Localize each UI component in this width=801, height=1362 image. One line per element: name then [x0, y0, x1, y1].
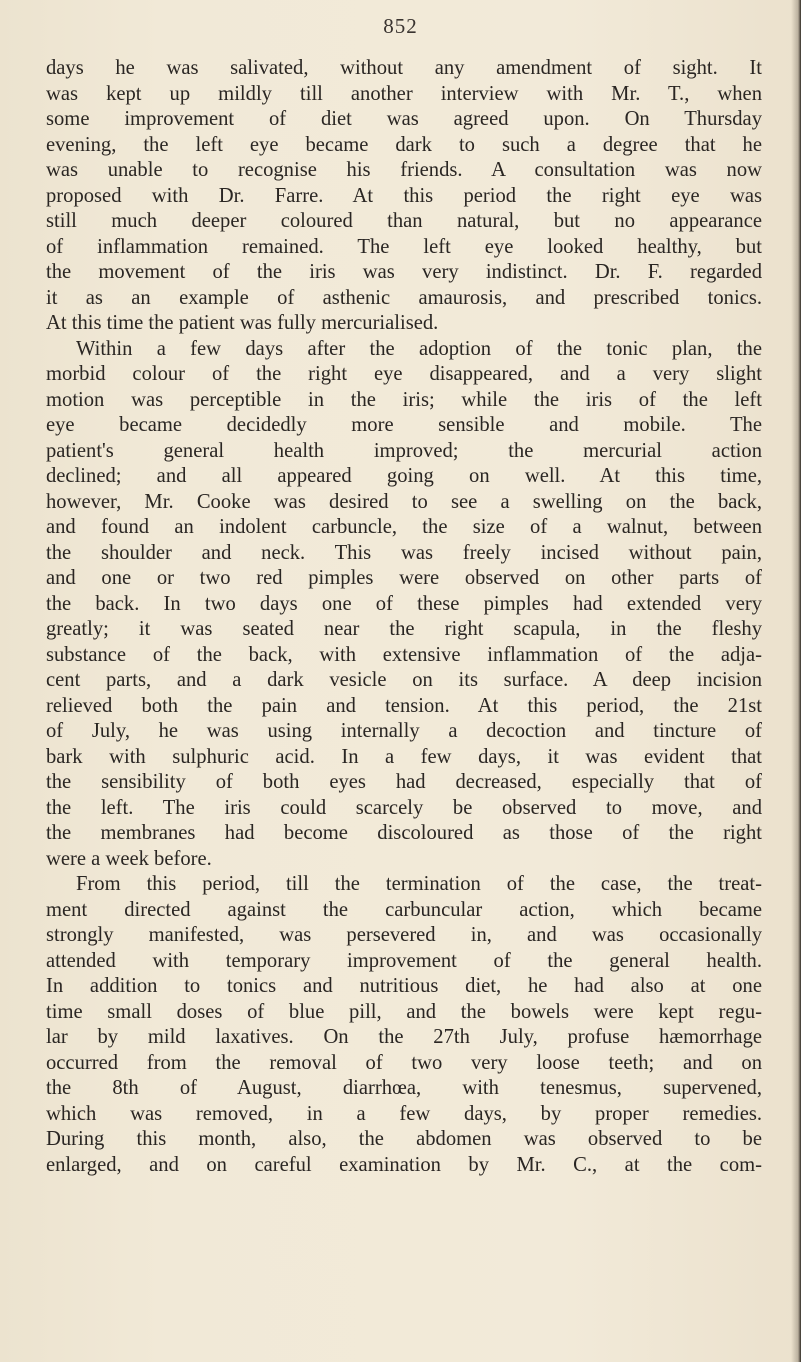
text-line: attended with temporary improvement of the general health. — [46, 949, 762, 972]
text-line: were a week before. — [46, 847, 212, 870]
text-line: of inflammation remained. The left eye looked healthy, but — [46, 235, 762, 258]
text-line: the sensibility of both eyes had decreased, especially that of — [46, 771, 762, 793]
text-line: During this month, also, the abdomen was observed to be — [46, 1128, 762, 1150]
text-line: enlarged, and on careful examination by Mr. C., at the com- — [46, 1153, 762, 1176]
text-line: still much deeper coloured than natural, but no appearance — [46, 210, 762, 232]
text-line: bark with sulphuric acid. In a few days, it was evident that — [46, 745, 762, 768]
text-line: substance of the back, with extensive inflammation of the adja- — [46, 643, 762, 666]
text-line: was kept up mildly till another interview with Mr. T., when — [46, 82, 762, 105]
text-line: From this period, till the termination of the case, the treat- — [76, 873, 762, 895]
text-line: the left. The iris could scarcely be observed to move, and — [46, 796, 762, 819]
text-line: however, Mr. Cooke was desired to see a swelling on the back, — [46, 490, 762, 513]
page-number: 852 — [383, 14, 418, 38]
text-line: was unable to recognise his friends. A consultation was now — [46, 159, 762, 181]
text-line: the shoulder and neck. This was freely incised without pain, — [46, 541, 762, 564]
text-line: proposed with Dr. Farre. At this period the right eye was — [46, 184, 762, 207]
text-line: which was removed, in a few days, by proper remedies. — [46, 1102, 762, 1125]
text-line: evening, the left eye became dark to such a degree that he — [46, 133, 762, 156]
text-line: cent parts, and a dark vesicle on its surface. A deep incision — [46, 669, 762, 691]
text-line: it as an example of asthenic amaurosis, and prescribed tonics. — [46, 286, 762, 309]
text-line: and found an indolent carbuncle, the size of a walnut, between — [46, 516, 762, 538]
text-line: In addition to tonics and nutritious diet, he had also at one — [46, 975, 762, 997]
text-line: the back. In two days one of these pimples had extended very — [46, 592, 762, 615]
text-line: patient's general health improved; the mercurial action — [46, 439, 762, 462]
text-line: morbid colour of the right eye disappeared, and a very slight — [46, 363, 762, 385]
text-line: At this time the patient was fully mercurialised. — [46, 312, 439, 334]
text-line: occurred from the removal of two very loose teeth; and on — [46, 1051, 762, 1074]
text-line: and one or two red pimples were observed on other parts of — [46, 567, 762, 589]
text-line: days he was salivated, without any amendment of sight. It — [46, 57, 762, 79]
page-edge-shadow — [791, 0, 801, 1362]
text-line: the movement of the iris was very indistinct. Dr. F. regarded — [46, 261, 762, 283]
text-line: time small doses of blue pill, and the bowels were kept regu- — [46, 1000, 762, 1023]
body-text — [46, 56, 762, 1178]
text-line: ment directed against the carbuncular action, which became — [46, 898, 762, 921]
text-line: motion was perceptible in the iris; while the iris of the left — [46, 388, 762, 411]
text-line: eye became decidedly more sensible and mobile. The — [46, 414, 762, 436]
text-line: some improvement of diet was agreed upon. On Thursday — [46, 108, 762, 130]
text-line: of July, he was using internally a decoction and tincture of — [46, 720, 762, 742]
text-line: strongly manifested, was persevered in, and was occasionally — [46, 924, 762, 946]
text-line: Within a few days after the adoption of the tonic plan, the — [76, 337, 762, 360]
text-line: declined; and all appeared going on well. At this time, — [46, 465, 762, 487]
text-line: lar by mild laxatives. On the 27th July, profuse hæmorrhage — [46, 1026, 762, 1048]
text-line: the membranes had become discoloured as those of the right — [46, 822, 762, 844]
text-line: greatly; it was seated near the right scapula, in the fleshy — [46, 618, 762, 640]
text-line: the 8th of August, diarrhœa, with tenesmus, supervened, — [46, 1077, 762, 1099]
text-line: relieved both the pain and tension. At this period, the 21st — [46, 694, 762, 717]
